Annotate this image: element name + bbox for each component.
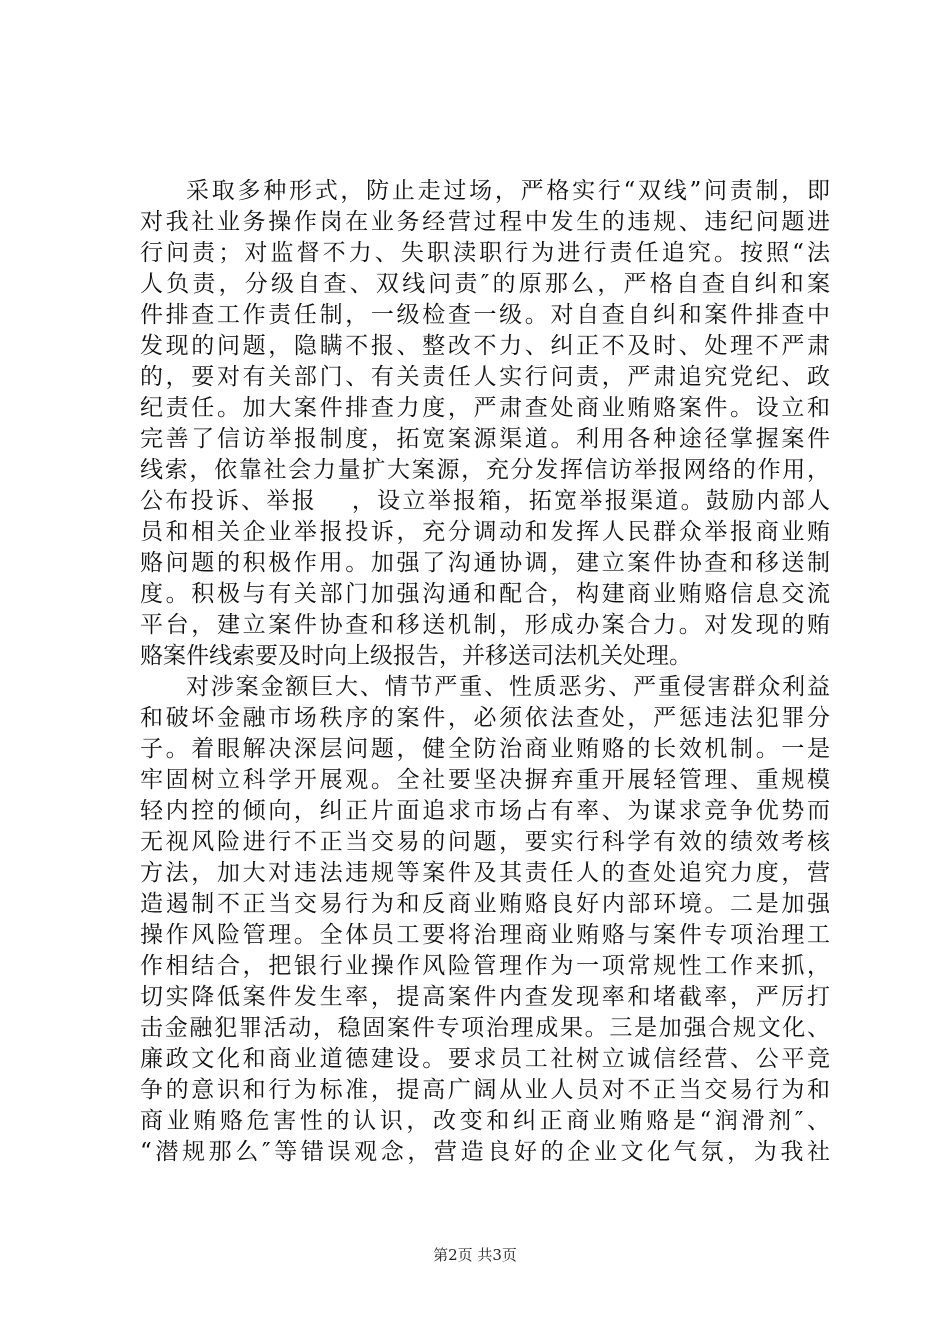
text-line: 采取多种形式，防止走过场，严格实行“双线”问责制，即	[186, 178, 830, 204]
text-line: 行问责；对监督不力、失职渎职行为进行责任追究。按照“法	[140, 240, 830, 266]
text-line: 赂案件线索要及时向上级报告，并移送司法机关处理。	[140, 643, 692, 669]
text-line: 完善了信访举报制度，拓宽案源渠道。利用各种途径掌握案件	[140, 426, 830, 452]
text-line: 平台，建立案件协查和移送机制，形成办案合力。对发现的贿	[140, 612, 830, 638]
text-line: 切实降低案件发生率，提高案件内查发现率和堵截率，严厉打	[140, 984, 830, 1010]
text-line: 牢固树立科学开展观。全社要坚决摒弃重开展轻管理、重规模	[140, 767, 830, 793]
text-line: 线索，依靠社会力量扩大案源，充分发挥信访举报网络的作用，	[140, 457, 830, 483]
text-line: 对涉案金额巨大、情节严重、性质恶劣、严重侵害群众利益	[186, 674, 830, 700]
text-line: 商业贿赂危害性的认识，改变和纠正商业贿赂是“润滑剂″、	[140, 1108, 830, 1134]
text-line: 公布投诉、举报 ，设立举报箱，拓宽举报渠道。鼓励内部人	[140, 488, 830, 514]
text-line: 纪责任。加大案件排查力度，严肃查处商业贿赂案件。设立和	[140, 395, 830, 421]
text-line: 赂问题的积极作用。加强了沟通协调，建立案件协查和移送制	[140, 550, 830, 576]
text-line: 操作风险管理。全体员工要将治理商业贿赂与案件专项治理工	[140, 922, 830, 948]
text-line: 造遏制不正当交易行为和反商业贿赂良好内部环境。二是加强	[140, 891, 830, 917]
text-line: 的，要对有关部门、有关责任人实行问责，严肃追究党纪、政	[140, 364, 830, 390]
text-line: 方法，加大对违法违规等案件及其责任人的查处追究力度，营	[140, 860, 830, 886]
text-line: 无视风险进行不正当交易的问题，要实行科学有效的绩效考核	[140, 829, 830, 855]
text-line: 件排查工作责任制，一级检查一级。对自查自纠和案件排查中	[140, 302, 830, 328]
text-line: 轻内控的倾向，纠正片面追求市场占有率、为谋求竞争优势而	[140, 798, 830, 824]
text-line: 员和相关企业举报投诉，充分调动和发挥人民群众举报商业贿	[140, 519, 830, 545]
text-line: 人负责，分级自查、双线问责″的原那么，严格自查自纠和案	[140, 271, 830, 297]
page-footer: 第2页 共3页	[433, 1246, 517, 1264]
body-text	[140, 176, 830, 1168]
text-line: 子。着眼解决深层问题，健全防治商业贿赂的长效机制。一是	[140, 736, 830, 762]
text-line: 作相结合，把银行业操作风险管理作为一项常规性工作来抓，	[140, 953, 830, 979]
text-line: 争的意识和行为标准，提高广阔从业人员对不正当交易行为和	[140, 1077, 830, 1103]
text-line: 发现的问题，隐瞒不报、整改不力、纠正不及时、处理不严肃	[140, 333, 830, 359]
text-line: “潜规那么″等错误观念，营造良好的企业文化气氛，为我社	[140, 1139, 830, 1165]
text-line: 击金融犯罪活动，稳固案件专项治理成果。三是加强合规文化、	[140, 1015, 830, 1041]
text-line: 对我社业务操作岗在业务经营过程中发生的违规、违纪问题进	[140, 209, 830, 235]
text-line: 度。积极与有关部门加强沟通和配合，构建商业贿赂信息交流	[140, 581, 830, 607]
text-line: 廉政文化和商业道德建设。要求员工社树立诚信经营、公平竞	[140, 1046, 830, 1072]
text-line: 和破坏金融市场秩序的案件，必须依法查处，严惩违法犯罪分	[140, 705, 830, 731]
